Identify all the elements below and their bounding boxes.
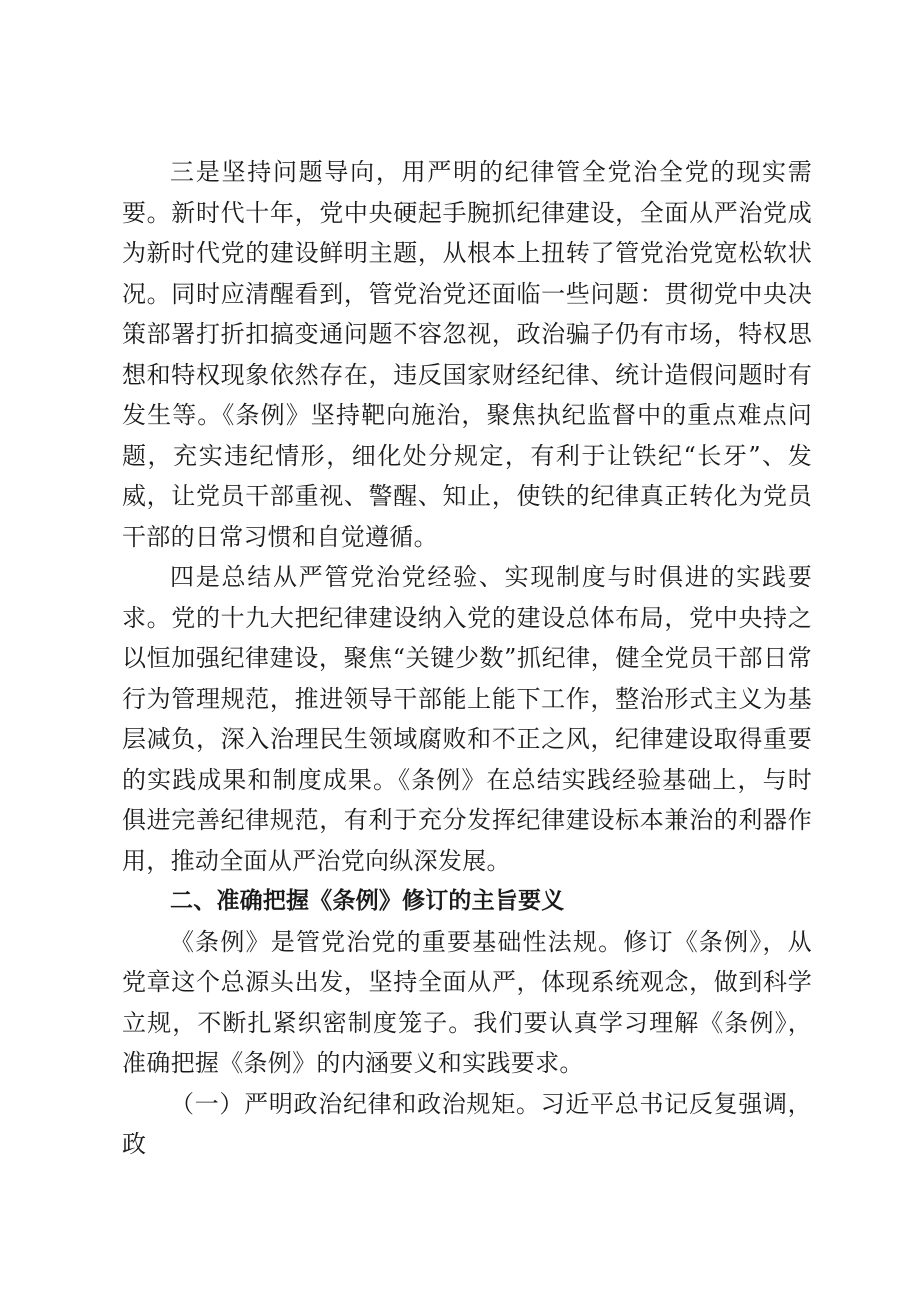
paragraph-practice-requirement: 四是总结从严管党治党经验、实现制度与时俱进的实践要求。党的十九大把纪律建设纳入党的建设总体布局，党中央持之以恒加强纪律建设，聚焦“关键少数”抓纪律，健全党员干部日常行为管理规范，推进领导干部能上能下工作，整治形式主义为基层减负，深入治理民生领域腐败和不正之风，纪律建设取得重要的实践成果和制度成果。《条例》在总结实践经验基础上，与时俱进完善纪律规范，有利于充分发挥纪律建设标本兼治的利器作用，推动全面从严治党向纵深发展。 [122, 563, 812, 875]
document-page [122, 152, 812, 1165]
paragraph-regulation-intro: 《条例》是管党治党的重要基础性法规。修订《条例》，从党章这个总源头出发，坚持全面从严，体现系统观念，做到科学立规，不断扎紧织密制度笼子。我们要认真学习理解《条例》，准确把握《条例》的内涵要义和实践要求。 [122, 927, 812, 1077]
paragraph-problem-orientation: 三是坚持问题导向，用严明的纪律管全党治全党的现实需要。新时代十年，党中央硬起手腕抓纪律建设，全面从严治党成为新时代党的建设鲜明主题，从根本上扭转了管党治党宽松软状况。同时应清醒看到，管党治党还面临一些问题：贯彻党中央决策部署打折扣搞变通问题不容忽视，政治骗子仍有市场，特权思想和特权现象依然存在，违反国家财经纪律、统计造假问题时有发生等。《条例》坚持靶向施治，聚焦执纪监督中的重点难点问题，充实违纪情形，细化处分规定，有利于让铁纪“长牙”、发威，让党员干部重视、警醒、知止，使铁的纪律真正转化为党员干部的日常习惯和自觉遵循。 [122, 158, 812, 551]
section-heading: 二、准确把握《条例》修订的主旨要义 [170, 888, 565, 914]
paragraph-political-discipline: （一）严明政治纪律和政治规矩。习近平总书记反复强调，政 [122, 1089, 812, 1158]
